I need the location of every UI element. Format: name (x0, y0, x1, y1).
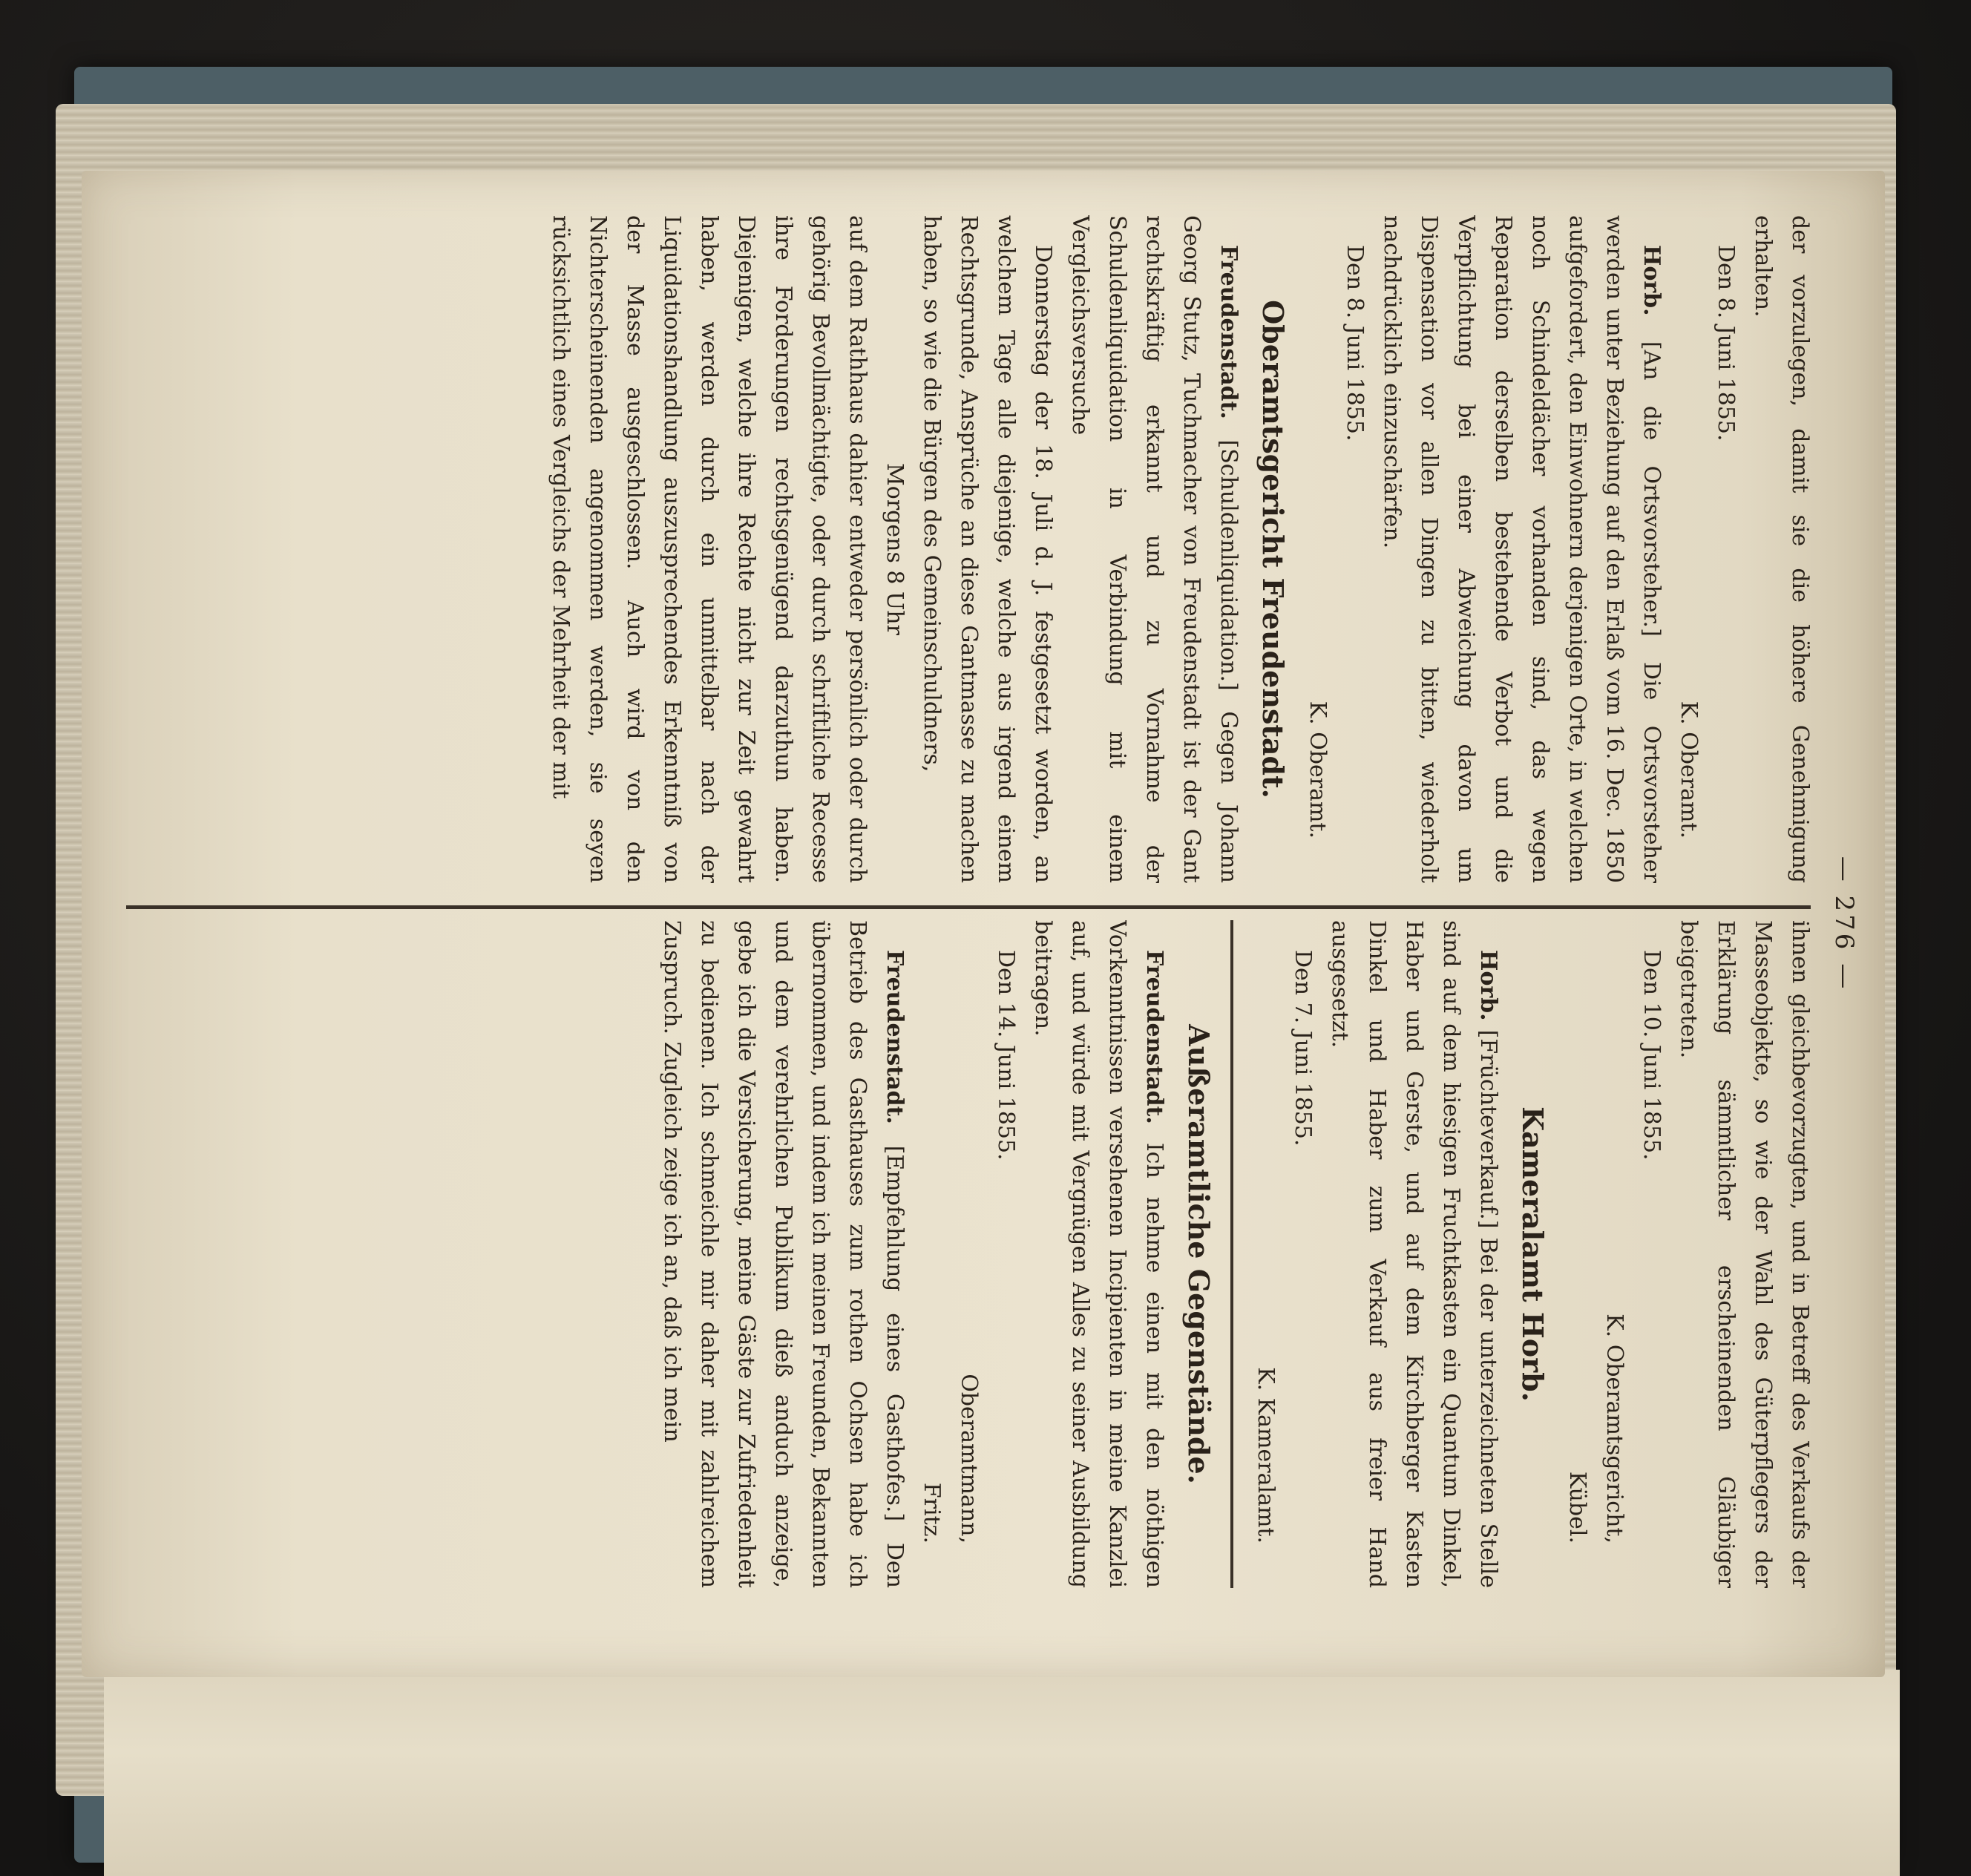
right-date-2: Den 7. Juni 1855. (1290, 950, 1316, 1147)
left-paragraph-2-place: Horb. (1639, 245, 1665, 316)
right-paragraph-4 (653, 920, 913, 1588)
right-signature-3: Oberamtmann, (956, 1374, 982, 1544)
right-paragraph-3-place: Freudenstadt. (1141, 950, 1167, 1124)
left-section-heading: Oberamtsgericht Freudenstadt. (1256, 300, 1290, 798)
right-column (126, 920, 1818, 1588)
right-paragraph-2 (1321, 920, 1506, 1588)
left-paragraph-2 (1373, 215, 1670, 883)
left-paragraph-3-text: [Schuldenliquidation.] Gegen Johann Georg Stutz, Tuchmacher von Freudenstadt ist der Gant rechtskräftig erkannt und zu Vornahme der Schuldenliquidation in Verbindung mit einem Vergleichsversuche (1067, 215, 1242, 883)
right-paragraph-2-place: Horb. (1475, 950, 1501, 1021)
left-paragraph-2-text: [An die Ortsvorsteher.] Die Ortsvorsteher werden unter Beziehung auf den Erlaß vom 16. Dec. 1850 aufgefordert, den Einwohnern derjenigen Orte, in welchen noch Schindeldächer vorhanden sind, das wegen Reparation derselben bestehende Verbot und die Verpflichtung bei einer Abweichung davon um Dispensation vor allen Dingen zu bitten, wiederholt nachdrücklich einzuschärfen. (1379, 215, 1665, 883)
right-signature-1b: Kübel. (1564, 1471, 1590, 1544)
right-section-heading-2: Außeramtliche Gegenstände. (1182, 1024, 1216, 1484)
right-date-3: Den 14. Juni 1855. (993, 950, 1019, 1161)
left-paragraph-1: der vorzulegen, damit sie die höhere Genehmigung erhalten. (1750, 215, 1813, 883)
right-paragraph-2-text: [Früchteverkauf.] Bei der unterzeichneten Stelle sind auf dem hiesigen Fruchtkasten ein Quantum Dinkel, Haber und Gerste, und auf dem Kirchberger Kasten Dinkel und Haber zum Verkauf aus freier Hand ausgesetzt. (1327, 920, 1501, 1588)
left-paragraph-6: auf dem Rathhaus dahier entweder persönlich oder durch gehörig Bevollmächtigte, oder durch schriftliche Recesse ihre Forderungen rechtsgenügend darzuthun haben. Diejenigen, welche ihre Rechte nicht zur Zeit gewahrt haben, werden durch ein unmittelbar nach der Liquidationshandlung auszusprechendes Erkenntniß von der Masse ausgeschlossen. Auch wird von den Nichterscheinenden angenommen werden, sie seyen rücksichtlich eines Vergleichs der Mehrheit der mit (548, 215, 870, 883)
right-signature-1: K. Oberamtsgericht, (1601, 1313, 1627, 1544)
right-signature-3b: Fritz. (919, 1482, 945, 1544)
rotated-text-block (82, 171, 1885, 1677)
left-paragraph-3-place: Freudenstadt. (1216, 245, 1242, 419)
book-page (82, 171, 1885, 1677)
left-paragraph-4: Donnerstag der 18. Juli d. J. festgesetzt worden, an welchem Tage alle diejenige, welche aus irgend einem Rechtsgrunde, Ansprüche an diese Gantmasse zu machen haben, so wie die Bürgen des Gemeinschuldners, (919, 215, 1056, 883)
section-rule (1230, 920, 1233, 1588)
left-date-2: Den 8. Juni 1855. (1342, 245, 1368, 442)
right-paragraph-3 (1024, 920, 1173, 1588)
left-column (126, 215, 1818, 883)
right-paragraph-3-text: Ich nehme einen mit den nöthigen Vorkenntnissen versehenen Incipienten in meine Kanzlei auf, und würde mit Vergnügen Alles zu seiner Ausbildung beitragen. (1030, 920, 1167, 1588)
left-date-1: Den 8. Juni 1855. (1713, 245, 1739, 442)
right-section-heading: Kameralamt Horb. (1516, 1106, 1549, 1402)
right-paragraph-4-text: [Empfehlung eines Gasthofes.] Den Betrieb des Gasthauses zum rothen Ochsen habe ich übernommen, und indem ich meinen Freunden, Bekannten und dem verehrlichen Publikum dieß anduch anzeige, gebe ich die Versicherung, meine Gäste zur Zufriedenheit zu bedienen. Ich schmeichle mir daher mit zahlreichem Zuspruch. Zugleich zeige ich an, daß ich mein (659, 920, 908, 1588)
column-divider (126, 905, 1811, 909)
left-signature-1: K. Oberamt. (1676, 701, 1702, 839)
right-paragraph-1: ihnen gleichbevorzugten, und in Betreff des Verkaufs der Masseobjekte, so wie der Wahl des Güterpflegers der Erklärung sämmtlicher erscheinenden Gläubiger beigetreten. (1676, 920, 1813, 1588)
left-signature-2: K. Oberamt. (1305, 701, 1331, 839)
right-signature-2: K. Kameralamt. (1253, 1367, 1279, 1544)
left-paragraph-5: Morgens 8 Uhr (882, 463, 908, 635)
facing-page-edge (104, 1670, 1900, 1876)
right-date-1: Den 10. Juni 1855. (1639, 950, 1665, 1161)
left-paragraph-3 (1061, 215, 1247, 883)
right-paragraph-4-place: Freudenstadt. (882, 950, 908, 1124)
page-number: — 276 — (1829, 856, 1859, 992)
